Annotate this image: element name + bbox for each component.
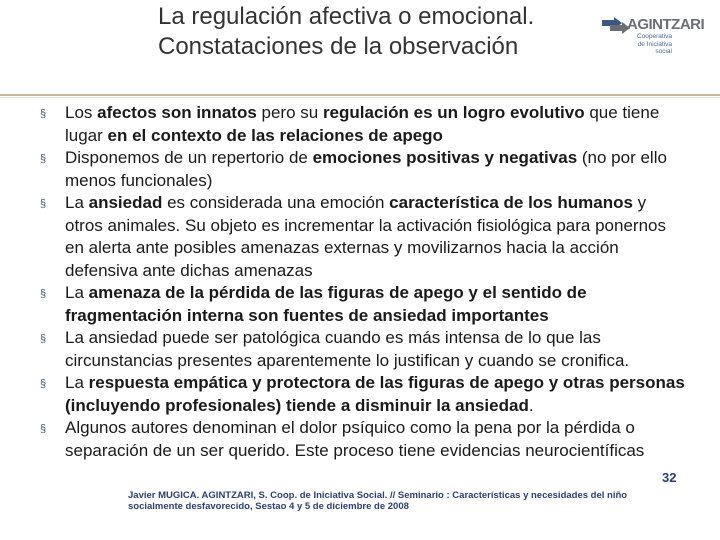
bullet-marker-icon: § (40, 198, 47, 210)
bullet-text: y otros animales. Su objeto es incrementar la activación fisiológica para ponernos en alerta ante posibles amenazas externas y movilizarnos hacia la acción defensiva ante dichas amenazas (65, 193, 666, 280)
bullet-text: es considerada una emoción (162, 193, 390, 212)
bullet-marker-icon: § (40, 333, 47, 345)
bullet-item (0, 192, 720, 282)
bullet-text-bold: característica de los humanos (389, 193, 633, 212)
bullet-text: La (65, 283, 89, 302)
bullet-text: La (65, 373, 89, 392)
footer-credit: Javier MUGICA. AGINTZARI, S. Coop. de Iniciativa Social. // Seminario : Características y necesidades del niño socialmente desfavorecido, Sestao 4 y 5 de diciembre de 2008 (128, 490, 628, 512)
bullet-text-bold: regulación es un logro evolutivo (322, 103, 585, 122)
bullet-item (0, 327, 720, 372)
bullet-marker-icon: § (40, 153, 47, 165)
title-divider-shadow (0, 97, 720, 98)
bullet-text-bold: amenaza de la pérdida de las figuras de apego y el sentido de fragmentación interna son fuentes de ansiedad importantes (65, 283, 587, 325)
logo-subtitle: Cooperativa de Iniciativa social (636, 33, 672, 55)
bullet-marker-icon: § (40, 378, 47, 390)
bullet-marker-icon: § (40, 288, 47, 300)
bullet-text: pero su (256, 103, 323, 122)
bullet-item (0, 102, 720, 147)
bullet-text-bold: ansiedad (88, 193, 163, 212)
bullet-item (0, 417, 720, 462)
bullet-list (0, 102, 720, 462)
bullet-text-bold: emociones positivas y negativas (312, 148, 578, 167)
bullet-marker-icon: § (40, 108, 47, 120)
page-number: 32 (662, 470, 677, 485)
title-divider (0, 94, 720, 96)
bullet-text: . (528, 395, 534, 415)
bullet-item (0, 372, 720, 417)
bullet-text: (no por ello menos funcionales) (65, 148, 667, 190)
bullet-item (0, 147, 720, 192)
slide-title: La regulación afectiva o emocional. Constataciones de la observación (158, 3, 535, 60)
bullet-text: Algunos autores denominan el dolor psíquico como la pena por la pérdida o separación de un ser querido. Este proceso tiene evidencias neurocientíficas (65, 418, 645, 460)
bullet-text-bold: respuesta empática y protectora de las figuras de apego y otras personas (incluyendo profesionales) tiende a disminuir la ansiedad (65, 373, 685, 415)
bullet-text: La (65, 193, 89, 212)
logo-name: AGINTZARI (627, 16, 705, 33)
bullet-text-bold: afectos son innatos (97, 103, 257, 122)
bullet-item (0, 282, 720, 327)
bullet-text-bold: en el contexto de las relaciones de apego (107, 125, 443, 145)
bullet-text: Disponemos de un repertorio de (65, 148, 313, 167)
bullet-text: La ansiedad puede ser patológica cuando es más intensa de lo que las circunstancias presentes aparentemente lo justifican y cuando se cronifica. (65, 328, 630, 370)
bullet-text: que tiene lugar (65, 103, 660, 145)
agintzari-logo (592, 6, 712, 76)
bullet-text: Los (65, 103, 98, 122)
bullet-marker-icon: § (40, 423, 47, 435)
